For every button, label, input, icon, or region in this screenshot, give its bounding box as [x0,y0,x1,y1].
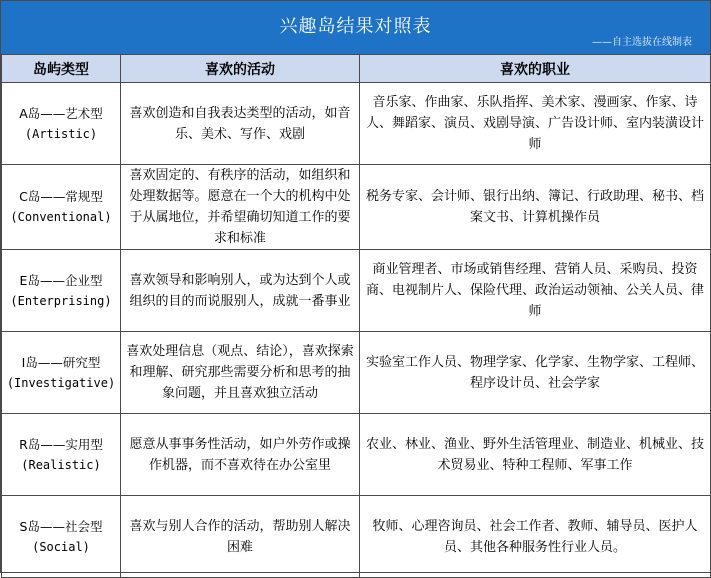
island-type-cell [2,332,121,414]
table-row [2,250,711,332]
island-type-cell [2,496,121,578]
column-header-type: 岛屿类型 [2,55,121,83]
island-type-english: (Enterprising) [10,293,112,308]
island-type-cell [2,165,121,250]
activities-cell: 愿意从事事务性活动，如户外劳作或操作机器，而不喜欢待在办公室里 [121,414,360,496]
column-header-careers: 喜欢的职业 [360,55,711,83]
careers-cell: 农业、林业、渔业、野外生活管理业、制造业、机械业、技术贸易业、特种工程师、军事工作 [360,414,711,496]
careers-cell: 税务专家、会计师、银行出纳、簿记、行政助理、秘书、档案文书、计算机操作员 [360,165,711,250]
island-type-english: (Artistic) [24,126,98,141]
comparison-table [1,54,711,578]
table-row [2,83,711,165]
island-type-cell [2,83,121,165]
island-type-name: C岛——常规型 [19,189,103,204]
page-subtitle: ——自主选拔在线制表 [592,37,692,48]
island-type-english: (Investigative) [6,375,116,390]
table-row [2,496,711,578]
island-type-name: R岛——实用型 [19,436,103,452]
activities-cell: 喜欢创造和自我表达类型的活动，如音乐、美术、写作、戏剧 [121,83,360,165]
island-type-english: (Social) [32,539,90,554]
activities-cell: 喜欢处理信息（观点、结论），喜欢探索和理解、研究那些需要分析和思考的抽象问题，并且喜欢独立活动 [121,332,360,414]
island-type-name: S岛——社会型 [19,518,103,534]
title-banner [1,1,710,54]
island-type-cell [2,414,121,496]
activities-cell: 喜欢与别人合作的活动，帮助别人解决困难 [121,496,360,578]
careers-cell: 音乐家、作曲家、乐队指挥、美术家、漫画家、作家、诗人、舞蹈家、演员、戏剧导演、广告设计师、室内装潢设计师 [360,83,711,165]
careers-cell: 实验室工作人员、物理学家、化学家、生物学家、工程师、程序设计员、社会学家 [360,332,711,414]
careers-cell: 牧师、心理咨询员、社会工作者、教师、辅导员、医护人员、其他各种服务性行业人员。 [360,496,711,578]
table-header-row [2,55,711,83]
table-row [2,165,711,250]
island-type-cell [2,250,121,332]
careers-cell: 商业管理者、市场或销售经理、营销人员、采购员、投资商、电视制片人、保险代理、政治运动领袖、公关人员、律师 [360,250,711,332]
table-row [2,414,711,496]
island-type-name: I岛——研究型 [21,354,101,370]
activities-cell: 喜欢固定的、有秩序的活动，如组织和处理数据等。愿意在一个大的机构中处于从属地位，并希望确切知道工作的要求和标准 [121,165,360,250]
island-type-name: E岛——企业型 [19,272,103,288]
table-row [2,332,711,414]
island-type-name: A岛——艺术型 [19,105,103,121]
island-type-english: (Conventional) [10,210,112,224]
island-type-english: (Realistic) [21,457,101,472]
column-header-activities: 喜欢的活动 [121,55,360,83]
page-title: 兴趣岛结果对照表 [279,16,432,37]
activities-cell: 喜欢领导和影响别人，或为达到个人或组织的目的而说服别人，成就一番事业 [121,250,360,332]
